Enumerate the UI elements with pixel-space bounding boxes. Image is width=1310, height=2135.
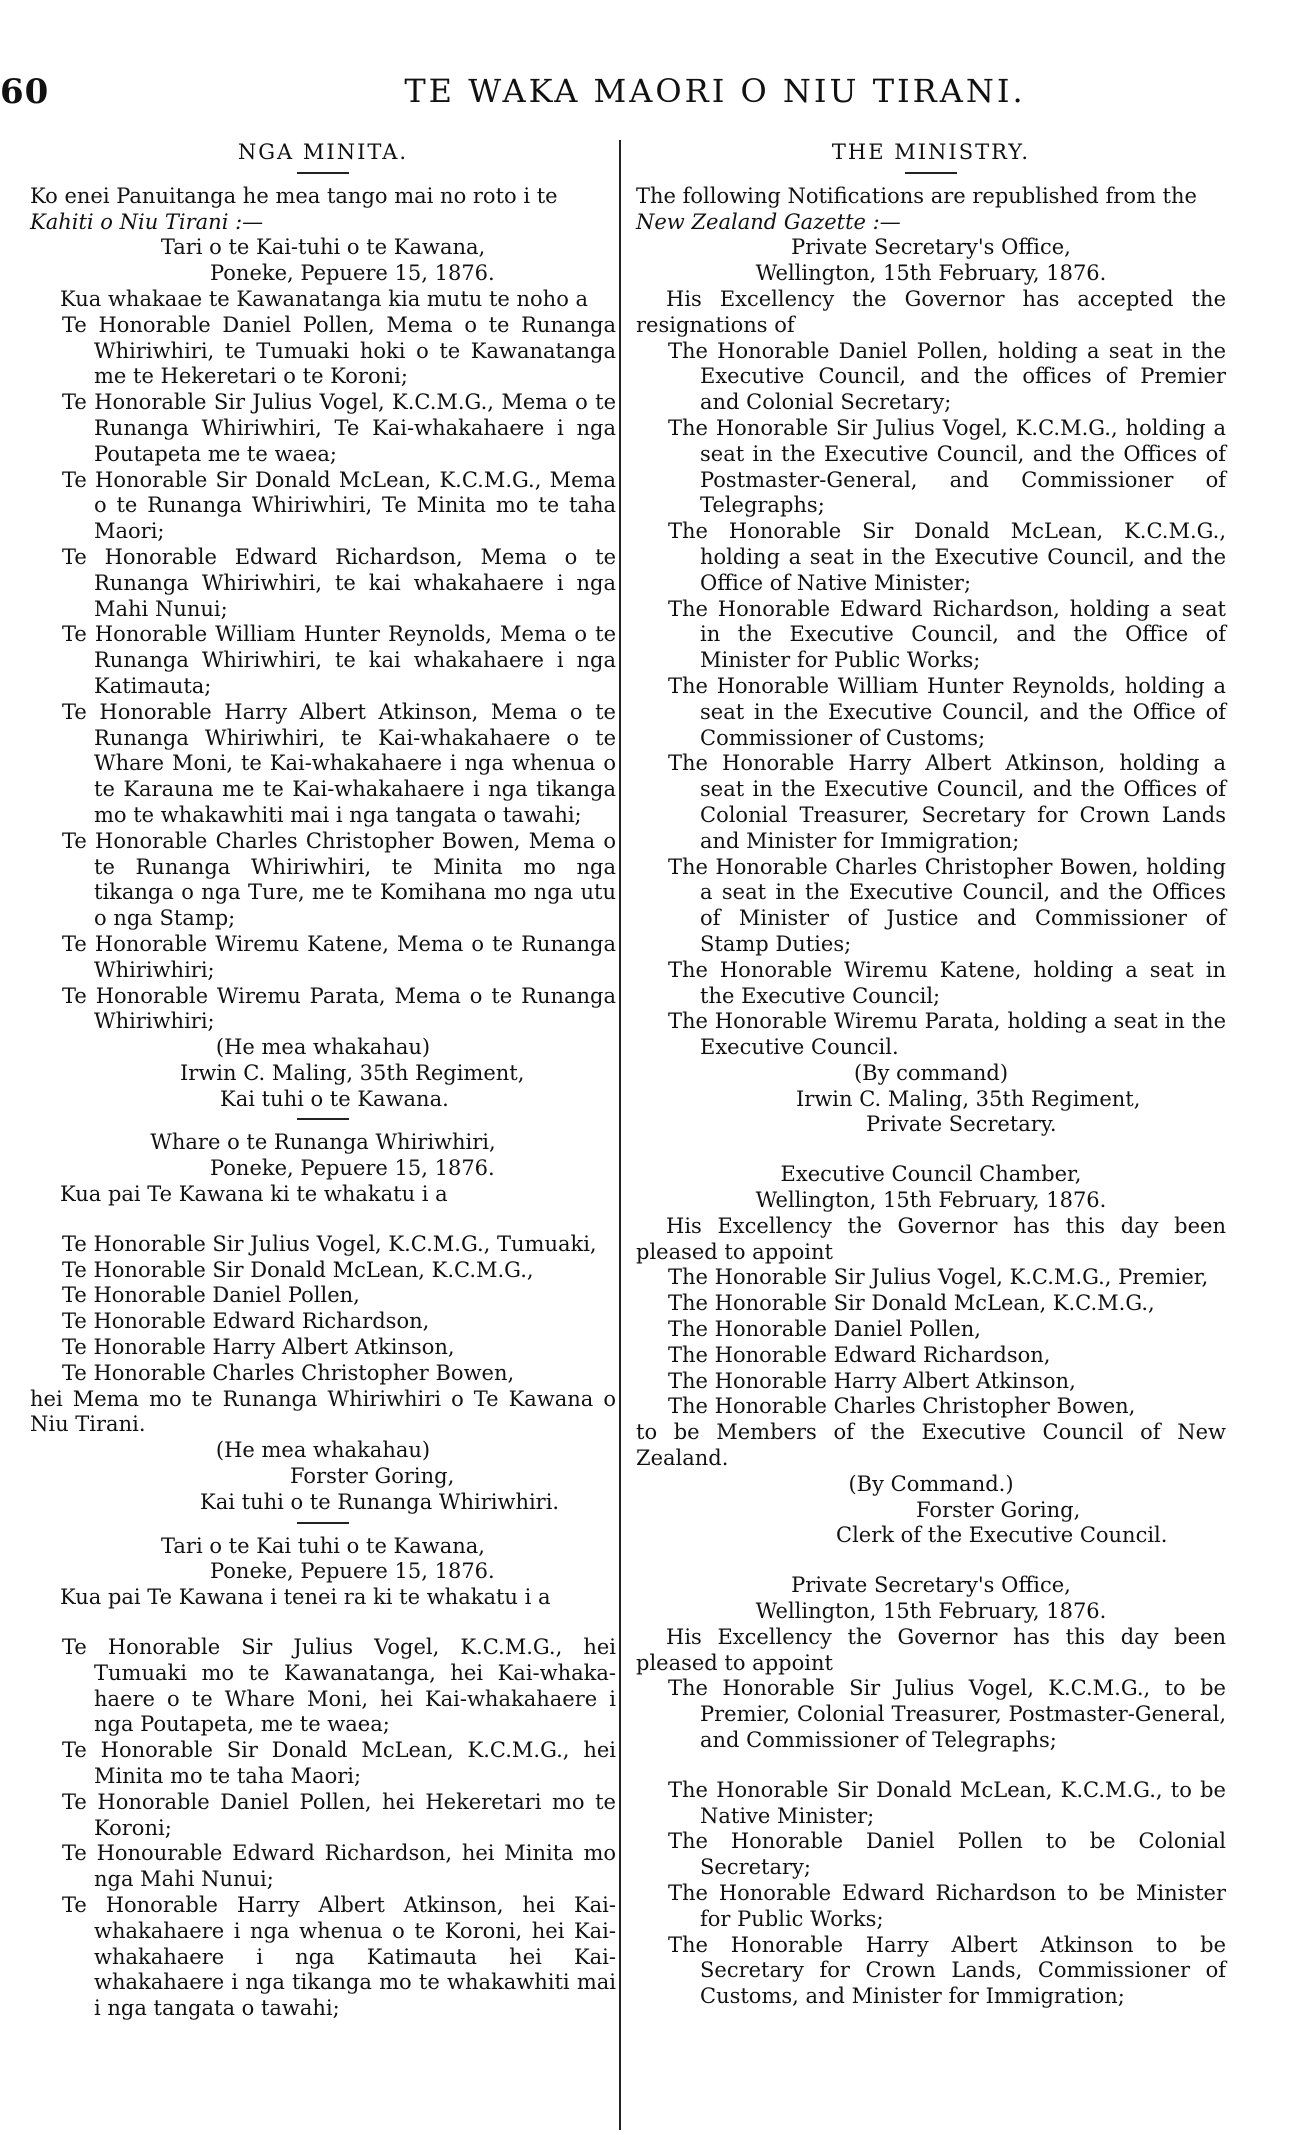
list-item: Te Honorable Sir Donald McLean, K.C.M.G., Mema o te Runanga Whiriwhiri, Te Minita mo te taha Maori; — [62, 467, 616, 544]
list-item: The Honorable William Hunter Reynolds, holding a seat in the Executive Council, and the Office of Commissioner of Customs; — [668, 673, 1226, 750]
signer-name: Forster Goring, — [916, 1497, 1081, 1522]
notice-list — [30, 1232, 616, 1387]
list-item: Te Honorable Sir Julius Vogel, K.C.M.G., hei Tumuaki mo te Kawanatanga, hei Kai-whaka-haere o te Whare Moni, hei Kai-whakahaere i nga Poutapeta, me te waea; — [62, 1635, 616, 1737]
list-item: The Honorable Charles Christopher Bowen, — [668, 1394, 1136, 1419]
signer-title: Kai tuhi o te Runanga Whiriwhiri. — [200, 1489, 560, 1514]
english-column — [636, 140, 1226, 2010]
list-item: The Honorable Wiremu Parata, holding a seat in the Executive Council. — [668, 1009, 1226, 1060]
maori-column — [30, 140, 616, 2022]
notice-closing: to be Members of the Executive Council of New Zealand. — [636, 1420, 1226, 1471]
notice-office: Tari o te Kai tuhi o te Kawana, — [161, 1533, 485, 1558]
notice-list — [30, 1635, 616, 2022]
notice-opening: His Excellency the Governor has accepted the resignations of — [636, 286, 1226, 337]
authority-line: (He mea whakahau) — [215, 1035, 431, 1060]
notice-office: Whare o te Runanga Whiriwhiri, — [150, 1130, 496, 1155]
notice-list — [636, 1676, 1226, 2010]
rule — [297, 172, 349, 174]
notice-list — [636, 339, 1226, 1061]
notice-list — [636, 1265, 1226, 1420]
list-item: The Honorable Harry Albert Atkinson, — [668, 1368, 1076, 1393]
rule — [297, 1118, 349, 1120]
notice-date: Poneke, Pepuere 15, 1876. — [210, 1156, 495, 1181]
list-item: Te Honorable Wiremu Katene, Mema o te Runanga Whiriwhiri; — [62, 931, 616, 982]
rule — [297, 1522, 349, 1524]
list-item: The Honorable Wiremu Katene, holding a seat in the Executive Council; — [668, 957, 1226, 1008]
rule — [905, 172, 957, 174]
list-item: Te Honorable Charles Christopher Bowen, Mema o te Runanga Whiriwhiri, te Minita mo nga tikanga o nga Ture, me te Komihana mo nga utu o nga Stamp; — [62, 828, 616, 931]
list-item: Te Honourable Edward Richardson, hei Minita mo nga Mahi Nunui; — [62, 1841, 616, 1892]
notice-office: Private Secretary's Office, — [791, 235, 1071, 260]
list-item: Te Honorable Edward Richardson, — [62, 1309, 430, 1334]
list-item: Te Honorable Sir Donald McLean, K.C.M.G., — [62, 1257, 534, 1282]
list-item: Te Honorable Sir Donald McLean, K.C.M.G., hei Minita mo te taha Maori; — [62, 1738, 616, 1789]
signer-name: Irwin C. Maling, 35th Regiment, — [180, 1060, 525, 1085]
list-item: Te Honorable Sir Julius Vogel, K.C.M.G., Mema o te Runanga Whiriwhiri, Te Kai-whakahaere i nga Poutapeta me te waea; — [62, 390, 616, 466]
list-item: Te Honorable Sir Julius Vogel, K.C.M.G., Tumuaki, — [62, 1231, 597, 1256]
list-item: The Honorable Daniel Pollen, holding a seat in the Executive Council, and the offices of Premier and Colonial Secretary; — [668, 338, 1226, 415]
list-item: The Honorable Edward Richardson to be Minister for Public Works; — [668, 1881, 1226, 1931]
list-item: The Honorable Sir Donald McLean, K.C.M.G., — [668, 1291, 1155, 1316]
list-item: Te Honorable Charles Christopher Bowen, — [62, 1360, 515, 1385]
column-heading: NGA MINITA. — [237, 140, 409, 164]
signer-name: Forster Goring, — [290, 1464, 455, 1489]
signer-title: Kai tuhi o te Kawana. — [220, 1086, 449, 1111]
list-item: The Honorable Edward Richardson, — [668, 1342, 1051, 1367]
notice-date: Wellington, 15th February, 1876. — [755, 261, 1107, 286]
signer-title: Clerk of the Executive Council. — [836, 1523, 1168, 1548]
notice-opening: His Excellency the Governor has this day been pleased to appoint — [636, 1213, 1226, 1264]
page-number: 60 — [0, 72, 50, 112]
notice-date: Poneke, Pepuere 15, 1876. — [210, 1559, 495, 1584]
list-item: Te Honorable Edward Richardson, Mema o te Runanga Whiriwhiri, te kai whakahaere i nga Mahi Nunui; — [62, 544, 616, 621]
list-item: Te Honorable Daniel Pollen, Mema o te Runanga Whiriwhiri, te Tumuaki hoki o te Kawanatanga me te Hekeretari o te Koroni; — [62, 312, 616, 389]
intro-source: Kahiti o Niu Tirani :— — [30, 209, 264, 234]
notice-closing: hei Mema mo te Runanga Whiriwhiri o Te Kawana o Niu Tirani. — [30, 1386, 616, 1437]
notice-office: Private Secretary's Office, — [791, 1573, 1071, 1598]
list-item: The Honorable Daniel Pollen, — [668, 1317, 981, 1342]
intro-text: The following Notifications are republished from the — [636, 183, 1197, 208]
list-item: Te Honorable Daniel Pollen, hei Hekeretari mo te Koroni; — [62, 1789, 616, 1840]
list-item: Te Honorable Wiremu Parata, Mema o te Runanga Whiriwhiri; — [62, 983, 616, 1034]
notice-list — [30, 313, 616, 1035]
intro-source: New Zealand Gazette :— — [636, 209, 901, 234]
notice-date: Wellington, 15th February, 1876. — [755, 1188, 1107, 1213]
column-divider — [619, 140, 621, 2130]
notice-opening: Kua whakaae te Kawanatanga kia mutu te noho a — [60, 286, 589, 311]
authority-line: (By Command.) — [848, 1471, 1014, 1496]
notice-office: Tari o te Kai-tuhi o te Kawana, — [160, 235, 486, 260]
authority-line: (By command) — [853, 1060, 1009, 1085]
list-item: Te Honorable William Hunter Reynolds, Mema o te Runanga Whiriwhiri, te kai whakahaere i nga Katimauta; — [62, 622, 616, 698]
list-item: The Honorable Sir Julius Vogel, K.C.M.G., Premier, — [668, 1265, 1209, 1290]
list-item: The Honorable Sir Julius Vogel, K.C.M.G., holding a seat in the Executive Council, and the Offices of Postmaster-General, and Commissioner of Telegraphs; — [668, 415, 1226, 518]
list-item: The Honorable Harry Albert Atkinson to be Secretary for Crown Lands, Commissioner of Customs, and Minister for Immigration; — [668, 1932, 1226, 2009]
notice-opening: Kua pai Te Kawana ki te whakatu i a — [60, 1182, 448, 1207]
list-item: Te Honorable Daniel Pollen, — [62, 1283, 360, 1308]
list-item: Te Honorable Harry Albert Atkinson, — [62, 1335, 455, 1360]
intro-text: Ko enei Panuitanga he mea tango mai no roto i te — [30, 183, 558, 208]
signer-title: Private Secretary. — [866, 1112, 1057, 1137]
list-item: The Honorable Sir Donald McLean, K.C.M.G., holding a seat in the Executive Council, and the Office of Native Minister; — [668, 519, 1226, 595]
signer-name: Irwin C. Maling, 35th Regiment, — [796, 1086, 1141, 1111]
notice-date: Poneke, Pepuere 15, 1876. — [210, 261, 495, 286]
page-title: TE WAKA MAORI O NIU TIRANI. — [404, 72, 1026, 110]
notice-office: Executive Council Chamber, — [780, 1162, 1082, 1187]
notice-opening: His Excellency the Governor has this day been pleased to appoint — [636, 1624, 1226, 1675]
list-item: The Honorable Harry Albert Atkinson, holding a seat in the Executive Council, and the Offices of Colonial Treasurer, Secretary for Crown Lands and Minister for Immigration; — [668, 751, 1226, 853]
notice-opening: Kua pai Te Kawana i tenei ra ki te whakatu i a — [60, 1585, 551, 1610]
list-item: The Honorable Edward Richardson, holding a seat in the Executive Council, and the Office of Minister for Public Works; — [668, 596, 1226, 673]
list-item: The Honorable Sir Donald McLean, K.C.M.G., to be Native Minister; — [668, 1777, 1226, 1828]
notice-date: Wellington, 15th February, 1876. — [755, 1599, 1107, 1624]
list-item: Te Honorable Harry Albert Atkinson, Mema o te Runanga Whiriwhiri, te Kai-whakahaere o te Whare Moni, te Kai-whakahaere i nga whenua o te Karauna me te Kai-whakahaere i nga tikanga mo te whakawhiti mai i nga tangata o tawahi; — [62, 699, 616, 827]
list-item: The Honorable Daniel Pollen to be Colonial Secretary; — [668, 1829, 1226, 1880]
authority-line: (He mea whakahau) — [215, 1438, 431, 1463]
list-item: The Honorable Sir Julius Vogel, K.C.M.G., to be Premier, Colonial Treasurer, Postmaster-General, and Commissioner of Telegraphs; — [668, 1676, 1226, 1753]
column-heading: THE MINISTRY. — [831, 140, 1031, 164]
list-item: The Honorable Charles Christopher Bowen, holding a seat in the Executive Council, and the Offices of Minister of Justice and Commissioner of Stamp Duties; — [668, 854, 1226, 956]
list-item: Te Honorable Harry Albert Atkinson, hei Kai-whakahaere i nga whenua o te Koroni, hei Kai-whakahaere i nga Katimauta hei Kai-whakahaere i nga tikanga mo te whakawhiti mai i nga tangata o tawahi; — [62, 1893, 616, 2021]
